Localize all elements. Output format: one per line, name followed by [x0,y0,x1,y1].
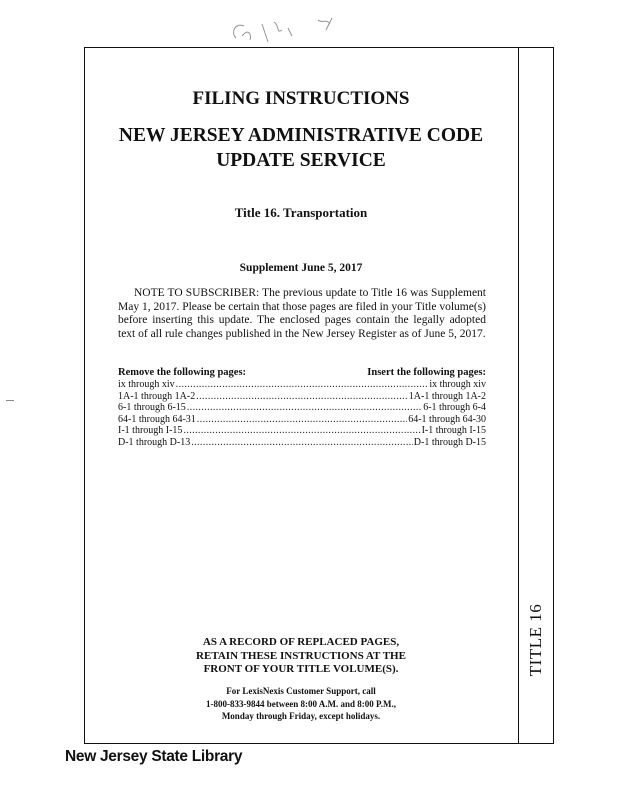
table-row [118,379,486,391]
spine-tab [518,600,554,680]
library-stamp: New Jersey State Library [65,748,243,765]
insert-pages: 6-1 through 6-4 [423,402,486,413]
insert-header: Insert the following pages: [367,367,486,378]
leader-dots [191,437,413,449]
record-line1: AS A RECORD OF REPLACED PAGES, [202,636,400,648]
table-row [118,402,486,414]
record-line3: FRONT OF YOUR TITLE VOLUME(S). [203,663,399,676]
remove-pages: 1A-1 through 1A-2 [118,390,196,402]
record-line2: RETAIN THESE INSTRUCTIONS AT THE [196,649,406,662]
record-instructions [84,636,518,677]
leader-dots [183,425,420,437]
table-row [118,437,486,449]
remove-pages: 6-1 through 6-15 [118,402,186,413]
supplement-date: Supplement June 5, 2017 [239,262,363,274]
leader-dots [176,379,429,391]
remove-header: Remove the following pages: [118,367,247,378]
note-text: NOTE TO SUBSCRIBER: The previous update to Title 16 was Supplement May 1, 2017. Please be certain that those pages are filed in your Title volume(s) before inserting this update. The enclosed pages contain the legally adopted text of all rule changes published in the New Jersey Register as of June 5, 2017. [118,287,486,340]
leader-dots [187,402,422,414]
support-line2: 1-800-833-9844 between 8:00 A.M. and 8:00 P.M., [206,698,396,709]
margin-mark [6,400,14,401]
table-row [118,425,486,437]
remove-pages: 64-1 through 64-31 [118,413,196,425]
code-heading [84,123,518,173]
leader-dots [196,391,408,403]
remove-pages: I-1 through I-15 [118,425,183,436]
customer-support [84,685,518,723]
insert-pages: D-1 through D-15 [413,436,486,448]
leader-dots [197,414,407,426]
code-heading-line2: UPDATE SERVICE [216,150,386,171]
insert-pages: 1A-1 through 1A-2 [408,390,486,402]
table-row [118,391,486,403]
remove-pages: ix through xiv [118,379,175,390]
insert-pages: 64-1 through 64-30 [408,413,486,425]
remove-pages: D-1 through D-13 [118,436,191,448]
support-line1: For LexisNexis Customer Support, call [226,686,376,696]
title-number: Title 16. Transportation [234,205,368,220]
page-replacement-table [118,366,486,448]
table-row [118,414,486,426]
handwritten-mark [222,14,352,48]
spine-label: TITLE 16 [526,603,545,677]
note-to-subscriber [118,287,486,341]
insert-pages: I-1 through I-15 [421,425,486,436]
insert-pages: ix through xiv [429,379,486,390]
code-heading-line1: NEW JERSEY ADMINISTRATIVE CODE [118,125,484,146]
table-header [118,366,486,379]
support-line3: Monday through Friday, except holidays. [221,711,381,721]
document-title: FILING INSTRUCTIONS [192,88,410,109]
